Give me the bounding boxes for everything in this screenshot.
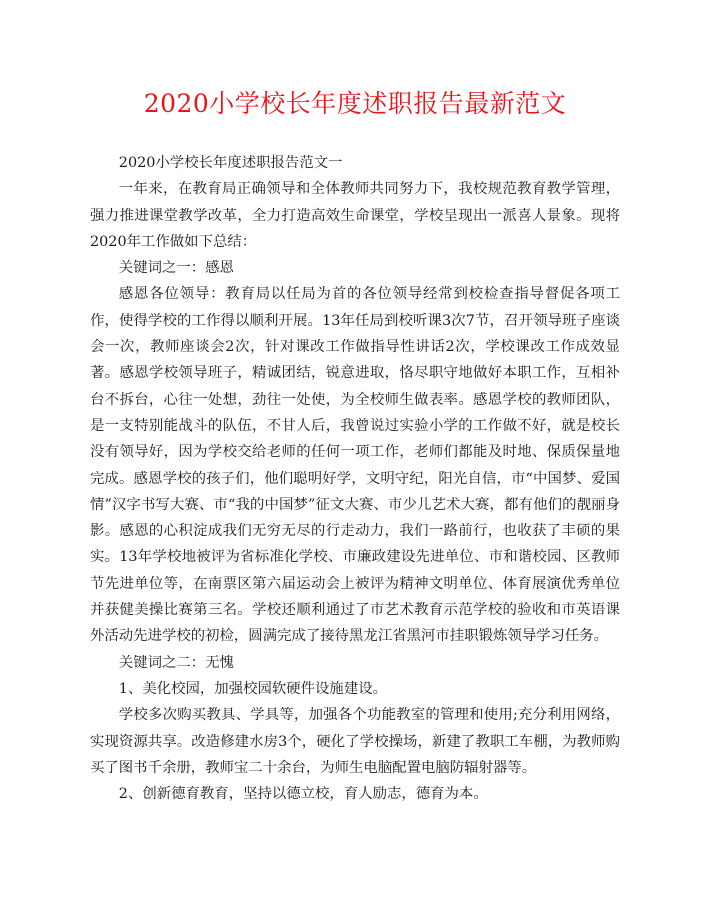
paragraph-facilities: 学校多次购买教具、学具等，加强各个功能教室的管理和使用;充分利用网络，实现资源共享。改造修建水房3个，硬化了学校操场，新建了教职工车棚，为教师购买了图书千余册，教师宝二十余台，为师生电脑配置电脑防辐射器等。: [90, 707, 620, 776]
paragraph-intro: 一年来，在教育局正确领导和全体教师共同努力下，我校规范教育教学管理，强力推进课堂教学改革，全力打造高效生命课堂，学校呈现出一派喜人景象。现将2020年工作做如下总结：: [90, 181, 620, 250]
keyword-heading-gratitude: 关键词之一：感恩: [118, 260, 234, 277]
list-item-moral-education: 2、创新德育教育，坚持以德立校，育人励志，德育为本。: [118, 786, 488, 803]
paragraph-gratitude: 感恩各位领导：教育局以任局为首的各位领导经常到校检查指导督促各项工作，使得学校的工作得以顺利开展。13年任局到校听课3次7节，召开领导班子座谈会一次，教师座谈会2次，针对课改工作做指导性讲话2次，学校课改工作成效显著。感恩学校领导班子，精诚团结，锐意进取，恪尽职守地做好本职工作，互相补台不拆台，心往一处想，劲往一处使，为全校师生做表率。感恩学校的教师团队，是一支特别能战斗的队伍，不甘人后，我曾说过实验小学的工作做不好，就是校长没有领导好，因为学校交给老师的任何一项工作，老师们都能及时地、保质保量地完成。感恩学校的孩子们，他们聪明好学，文明守纪，阳光自信，市“中国梦、爱国情”汉字书写大赛、市“我的中国梦”征文大赛、市少儿艺术大赛，都有他们的靓丽身影。感恩的心积淀成我们无穷无尽的行走动力，我们一路前行，也收获了丰硕的果实。13年学校地被评为省标准化学校、市廉政建设先进单位、市和谐校园、区教师节先进单位等，在南票区第六届运动会上被评为精神文明单位、体育展演优秀单位并获健美操比赛第三名。学校还顺利通过了市艺术教育示范学校的验收和市英语课外活动先进学校的初检，圆满完成了接待黑龙江省黑河市挂职锻炼领导学习任务。: [90, 286, 620, 645]
keyword-heading-no-regret: 关键词之二：无愧: [118, 654, 234, 671]
list-item-campus: 1、美化校园，加强校园软硬件设施建设。: [118, 680, 387, 697]
document-title: 2020小学校长年度述职报告最新范文: [143, 89, 567, 118]
document-subtitle: 2020小学校长年度述职报告范文一: [118, 155, 343, 171]
document-body: [90, 150, 620, 807]
